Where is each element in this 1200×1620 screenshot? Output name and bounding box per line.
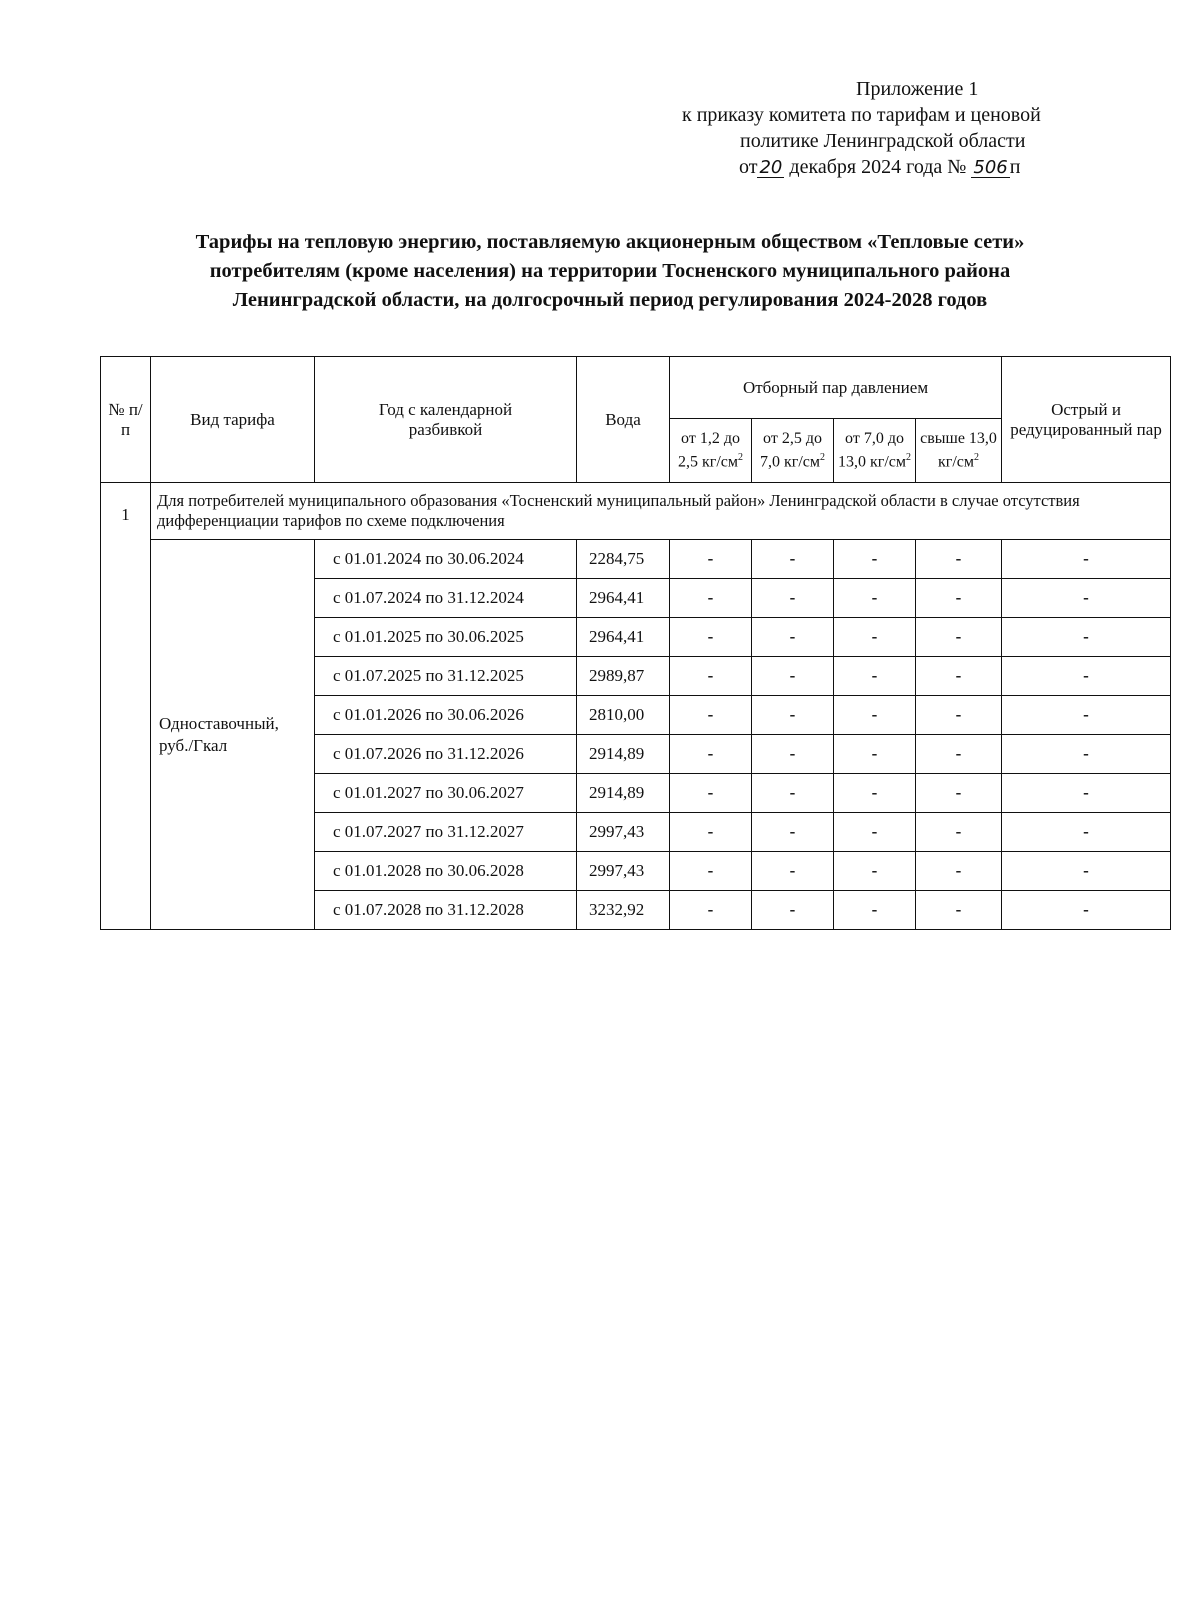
row-empty-value: - bbox=[752, 813, 834, 852]
row-period: с 01.01.2028 по 30.06.2028 bbox=[315, 852, 577, 891]
row-period: с 01.07.2028 по 31.12.2028 bbox=[315, 891, 577, 930]
row-empty-value: - bbox=[670, 735, 752, 774]
appendix-line-2: к приказу комитета по тарифам и ценовой bbox=[682, 104, 1041, 126]
row-period: с 01.07.2026 по 31.12.2026 bbox=[315, 735, 577, 774]
row-period: с 01.01.2024 по 30.06.2024 bbox=[315, 540, 577, 579]
row-water-tariff: 2964,41 bbox=[577, 618, 670, 657]
row-empty-value: - bbox=[670, 579, 752, 618]
date-middle: декабря 2024 года № bbox=[789, 156, 967, 178]
tariff-table bbox=[100, 356, 1171, 930]
header-row-1 bbox=[101, 357, 1171, 419]
section-row bbox=[101, 483, 1171, 540]
header-kind: Вид тарифа bbox=[151, 357, 315, 483]
row-water-tariff: 2997,43 bbox=[577, 813, 670, 852]
row-empty-value: - bbox=[752, 774, 834, 813]
header-steam-group: Отборный пар давлением bbox=[670, 357, 1002, 419]
row-empty-value: - bbox=[1002, 696, 1171, 735]
header-water: Вода bbox=[577, 357, 670, 483]
row-water-tariff: 2914,89 bbox=[577, 735, 670, 774]
title-line-2: потребителям (кроме населения) на территории Тосненского муниципального района bbox=[209, 260, 1011, 282]
row-empty-value: - bbox=[916, 735, 1002, 774]
header-steam-3: от 7,0 до 13,0 $кг/см^2$ bbox=[834, 419, 916, 483]
row-empty-value: - bbox=[1002, 579, 1171, 618]
row-water-tariff: 2284,75 bbox=[577, 540, 670, 579]
row-empty-value: - bbox=[834, 696, 916, 735]
row-empty-value: - bbox=[670, 696, 752, 735]
row-empty-value: - bbox=[752, 891, 834, 930]
section-number: 1 bbox=[101, 483, 151, 930]
row-empty-value: - bbox=[1002, 618, 1171, 657]
row-water-tariff: 2914,89 bbox=[577, 774, 670, 813]
row-empty-value: - bbox=[752, 540, 834, 579]
row-empty-value: - bbox=[1002, 735, 1171, 774]
row-empty-value: - bbox=[670, 891, 752, 930]
appendix-header bbox=[660, 76, 1120, 180]
row-empty-value: - bbox=[670, 657, 752, 696]
row-empty-value: - bbox=[752, 618, 834, 657]
row-empty-value: - bbox=[752, 735, 834, 774]
row-empty-value: - bbox=[916, 696, 1002, 735]
row-period: с 01.07.2025 по 31.12.2025 bbox=[315, 657, 577, 696]
row-empty-value: - bbox=[1002, 891, 1171, 930]
row-period: с 01.01.2027 по 30.06.2027 bbox=[315, 774, 577, 813]
row-empty-value: - bbox=[752, 579, 834, 618]
row-empty-value: - bbox=[1002, 852, 1171, 891]
row-period: с 01.01.2026 по 30.06.2026 bbox=[315, 696, 577, 735]
row-empty-value: - bbox=[916, 618, 1002, 657]
row-empty-value: - bbox=[916, 852, 1002, 891]
header-steam-4: свыше 13,0 $кг/см^2$ bbox=[916, 419, 1002, 483]
handwritten-day: 20 bbox=[759, 157, 783, 178]
row-empty-value: - bbox=[752, 696, 834, 735]
header-steam-1: от 1,2 до 2,5 $кг/см^2$ bbox=[670, 419, 752, 483]
order-suffix: п bbox=[1009, 156, 1021, 178]
row-empty-value: - bbox=[834, 852, 916, 891]
row-empty-value: - bbox=[752, 657, 834, 696]
row-empty-value: - bbox=[834, 618, 916, 657]
row-empty-value: - bbox=[834, 774, 916, 813]
row-empty-value: - bbox=[834, 540, 916, 579]
table-row bbox=[101, 540, 1171, 579]
date-prefix: от bbox=[739, 156, 758, 178]
row-period: с 01.07.2024 по 31.12.2024 bbox=[315, 579, 577, 618]
row-empty-value: - bbox=[1002, 813, 1171, 852]
row-water-tariff: 3232,92 bbox=[577, 891, 670, 930]
header-period: Год с календарной разбивкой bbox=[315, 357, 577, 483]
tariff-kind: Одноставочный, руб./Гкал bbox=[151, 540, 315, 930]
row-empty-value: - bbox=[752, 852, 834, 891]
row-empty-value: - bbox=[670, 540, 752, 579]
row-empty-value: - bbox=[1002, 657, 1171, 696]
header-sharp-steam: Острый и редуцированный пар bbox=[1002, 357, 1171, 483]
row-period: с 01.07.2027 по 31.12.2027 bbox=[315, 813, 577, 852]
appendix-date-line bbox=[660, 154, 1120, 180]
header-steam-2: от 2,5 до 7,0 $кг/см^2$ bbox=[752, 419, 834, 483]
row-empty-value: - bbox=[834, 657, 916, 696]
row-empty-value: - bbox=[1002, 540, 1171, 579]
row-empty-value: - bbox=[670, 852, 752, 891]
title-line-1: Тарифы на тепловую энергию, поставляемую акционерным обществом «Тепловые сети» bbox=[195, 231, 1025, 253]
section-description: Для потребителей муниципального образования «Тосненский муниципальный район» Ленинградской области в случае отсутствия дифференциации тарифов по схеме подключения bbox=[151, 483, 1171, 540]
row-empty-value: - bbox=[916, 657, 1002, 696]
row-empty-value: - bbox=[670, 774, 752, 813]
row-empty-value: - bbox=[834, 579, 916, 618]
appendix-line-3: политике Ленинградской области bbox=[740, 130, 1026, 152]
appendix-line-1: Приложение 1 bbox=[856, 78, 979, 100]
row-empty-value: - bbox=[834, 813, 916, 852]
row-empty-value: - bbox=[834, 735, 916, 774]
row-empty-value: - bbox=[916, 774, 1002, 813]
row-empty-value: - bbox=[916, 579, 1002, 618]
row-empty-value: - bbox=[670, 618, 752, 657]
document-title bbox=[110, 228, 1110, 315]
row-water-tariff: 2964,41 bbox=[577, 579, 670, 618]
row-empty-value: - bbox=[670, 813, 752, 852]
row-period: с 01.01.2025 по 30.06.2025 bbox=[315, 618, 577, 657]
header-num: № п/п bbox=[101, 357, 151, 483]
row-empty-value: - bbox=[1002, 774, 1171, 813]
row-water-tariff: 2997,43 bbox=[577, 852, 670, 891]
row-empty-value: - bbox=[916, 891, 1002, 930]
row-empty-value: - bbox=[834, 891, 916, 930]
row-water-tariff: 2989,87 bbox=[577, 657, 670, 696]
row-empty-value: - bbox=[916, 813, 1002, 852]
row-water-tariff: 2810,00 bbox=[577, 696, 670, 735]
handwritten-order-number: 506 bbox=[973, 157, 1008, 178]
row-empty-value: - bbox=[916, 540, 1002, 579]
title-line-3: Ленинградской области, на долгосрочный период регулирования 2024-2028 годов bbox=[232, 289, 988, 311]
